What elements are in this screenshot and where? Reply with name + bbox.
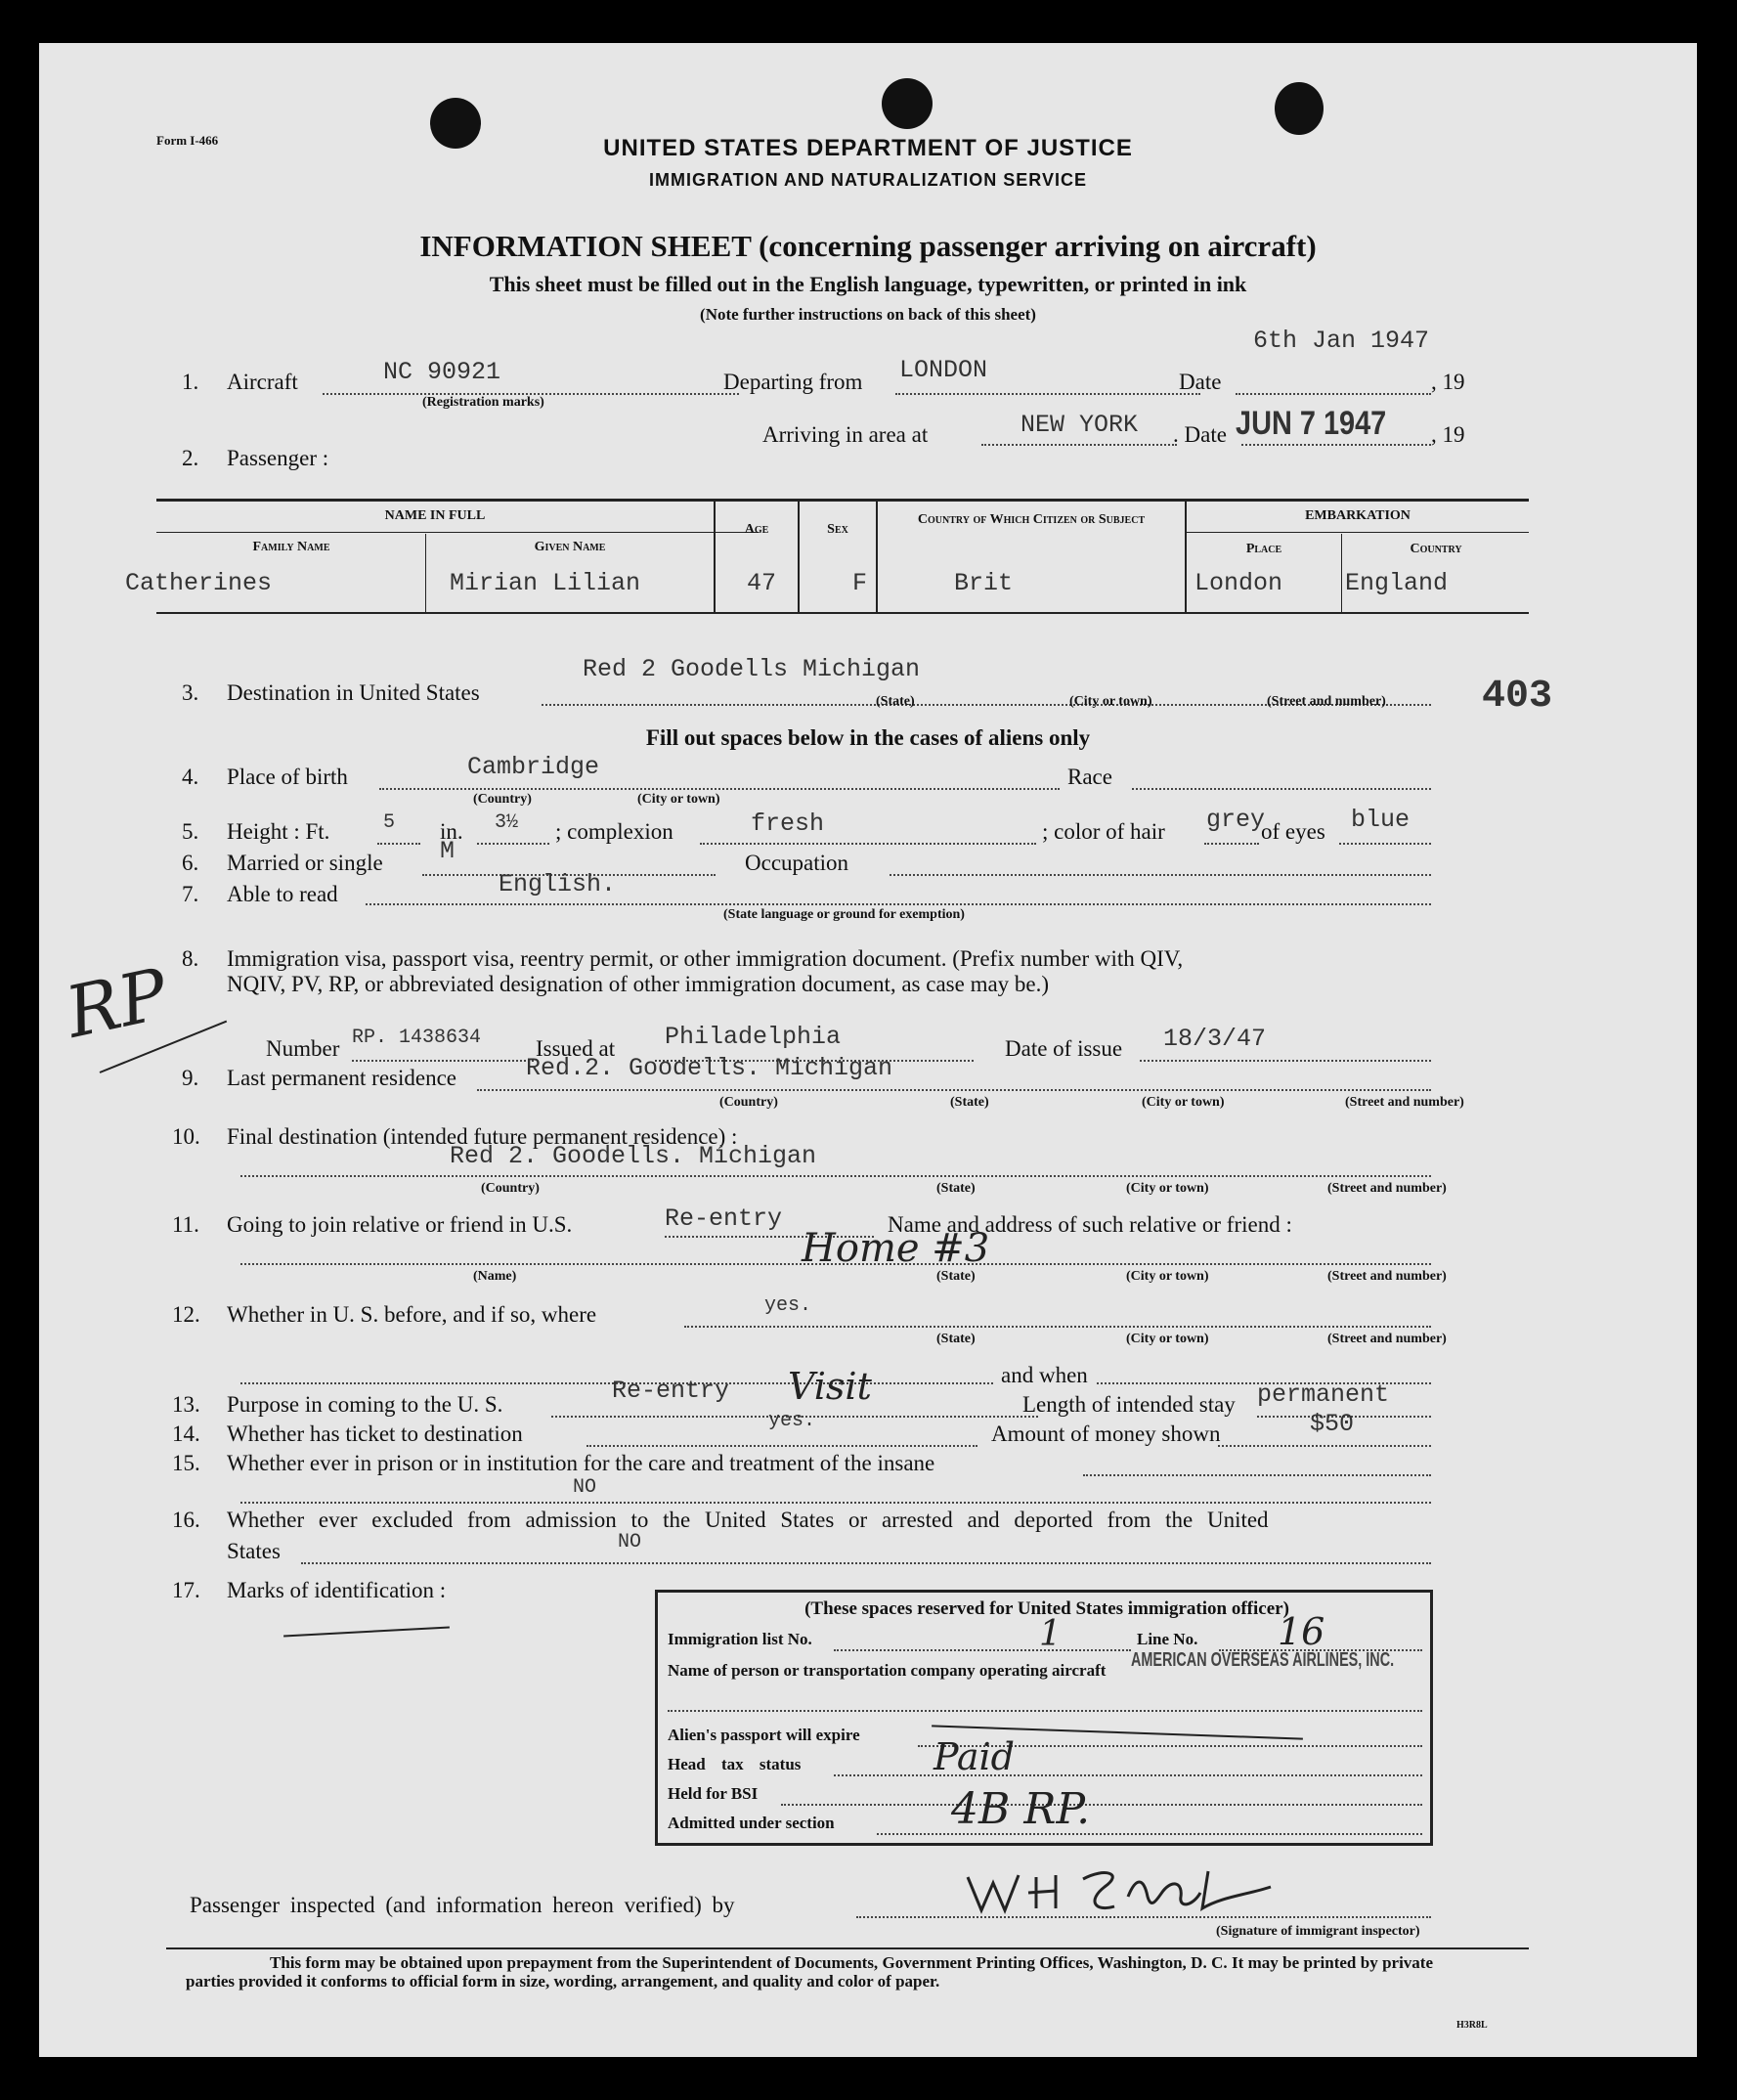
eyes-value: blue xyxy=(1351,806,1411,834)
header-country-citizen: Country of Which Citizen or Subject xyxy=(917,512,1146,527)
header-embarkation: EMBARKATION xyxy=(1305,508,1411,523)
head-tax-value: Paid xyxy=(934,1735,1015,1778)
visa-text-line1: Immigration visa, passport visa, reentry permit, or other immigration document. (Prefix number with QIV, xyxy=(227,946,1184,971)
form-note: (Note further instructions on back of this sheet) xyxy=(700,305,1036,324)
visa-number-label: Number xyxy=(266,1036,340,1061)
relative-name-label: Name and address of such relative or friend : xyxy=(888,1212,1292,1237)
q13-number: 13. xyxy=(172,1392,200,1417)
issued-value: Philadelphia xyxy=(665,1023,842,1051)
us-before-value: yes. xyxy=(764,1294,812,1317)
footer-text: This form may be obtained upon prepayment from the Superintendent of Documents, Government Printing Offices, Washington, D. C. It may be printed by private parties provided it conforms to official form in size, wording, arrangement, and quality and color of paper. xyxy=(186,1953,1433,1991)
purpose-value: Re-entry xyxy=(612,1377,730,1405)
date-label: Date xyxy=(1179,370,1222,394)
form-subtitle: This sheet must be filled out in the English language, typewritten, or printed in ink xyxy=(489,272,1247,296)
and-when-label: and when xyxy=(1001,1363,1088,1387)
q16-number: 16. xyxy=(172,1508,200,1532)
admitted-section-value: 4B RP. xyxy=(951,1784,1091,1834)
height-ft-value: 5 xyxy=(383,811,396,834)
punch-hole-center xyxy=(882,78,933,129)
purpose-handwritten: Visit xyxy=(788,1365,872,1408)
lr-street-caption: (Street and number) xyxy=(1345,1095,1464,1110)
form-title: INFORMATION SHEET (concerning passenger arriving on aircraft) xyxy=(419,229,1317,263)
q12-number: 12. xyxy=(172,1302,200,1327)
q1-number: 1. xyxy=(182,370,199,394)
height-in-value: 3½ xyxy=(495,811,519,834)
arriving-label: Arriving in area at xyxy=(762,422,929,447)
complexion-label: ; complexion xyxy=(555,819,673,844)
rel-city-caption: (City or town) xyxy=(1126,1269,1209,1284)
departing-label: Departing from xyxy=(723,370,863,394)
ub-state-caption: (State) xyxy=(936,1332,976,1346)
q6-number: 6. xyxy=(182,851,199,875)
sex-value: F xyxy=(852,569,868,597)
eyes-label: of eyes xyxy=(1261,819,1325,844)
arrival-date-label: . Date xyxy=(1173,422,1227,447)
fd-country-caption: (Country) xyxy=(481,1181,540,1196)
aircraft-label: Aircraft xyxy=(227,370,298,394)
fd-city-caption: (City or town) xyxy=(1126,1181,1209,1196)
punch-hole-right xyxy=(1275,82,1324,135)
fd-state-caption: (State) xyxy=(936,1181,976,1196)
ub-street-caption: (Street and number) xyxy=(1327,1332,1447,1346)
final-dest-value: Red 2. Goodells. Michigan xyxy=(450,1142,817,1170)
stay-value: permanent xyxy=(1257,1380,1390,1409)
q5-number: 5. xyxy=(182,819,199,844)
form-number: Form I-466 xyxy=(156,133,219,148)
marks-label: Marks of identification : xyxy=(227,1578,447,1602)
embark-country-value: England xyxy=(1345,569,1449,597)
head-tax-label: Head tax status xyxy=(668,1755,802,1773)
lr-country-caption: (Country) xyxy=(719,1095,778,1110)
passport-expire-label: Alien's passport will expire xyxy=(668,1726,860,1744)
join-relative-label: Going to join relative or friend in U.S. xyxy=(227,1212,573,1237)
age-value: 47 xyxy=(747,569,777,597)
list-no-value: 1 xyxy=(1039,1614,1062,1654)
ub-city-caption: (City or town) xyxy=(1126,1332,1209,1346)
prison-label: Whether ever in prison or in institution for the care and treatment of the insane xyxy=(227,1451,935,1475)
list-no-label: Immigration list No. xyxy=(668,1630,812,1648)
line-no-value: 16 xyxy=(1278,1610,1325,1653)
excluded-label-line2: States xyxy=(227,1539,281,1563)
complexion-value: fresh xyxy=(751,809,825,838)
destination-value: Red 2 Goodells Michigan xyxy=(583,655,921,683)
read-label: Able to read xyxy=(227,882,338,906)
rel-name-caption: (Name) xyxy=(473,1269,517,1284)
height-label: Height : Ft. xyxy=(227,819,330,844)
destination-label: Destination in United States xyxy=(227,680,480,705)
embark-place-value: London xyxy=(1194,569,1283,597)
q17-number: 17. xyxy=(172,1578,200,1602)
stay-label: Length of intended stay xyxy=(1022,1392,1236,1417)
held-bsi-label: Held for BSI xyxy=(668,1784,759,1803)
header-age: Age xyxy=(744,522,769,537)
form-sheet xyxy=(39,43,1697,2057)
aircraft-value: NC 90921 xyxy=(383,358,501,386)
margin-rp-note: RP xyxy=(59,952,175,1054)
occupation-label: Occupation xyxy=(745,851,849,875)
us-before-label: Whether in U. S. before, and if so, where xyxy=(227,1302,597,1327)
header-name-in-full: NAME IN FULL xyxy=(384,508,486,523)
given-name-value: Mirian Lilian xyxy=(450,569,641,597)
family-name-value: Catherines xyxy=(125,569,273,597)
date-typed: 6th Jan 1947 xyxy=(1253,327,1430,355)
q9-number: 9. xyxy=(182,1066,199,1090)
final-dest-label: Final destination (intended future permanent residence) : xyxy=(227,1124,738,1149)
admitted-section-label: Admitted under section xyxy=(668,1814,835,1832)
read-caption: (State language or ground for exemption) xyxy=(723,907,965,922)
arriving-value: NEW YORK xyxy=(1020,411,1139,439)
q4-number: 4. xyxy=(182,765,199,789)
dest-street-caption: (Street and number) xyxy=(1267,694,1386,709)
header-sex: Sex xyxy=(827,522,848,537)
q3-number: 3. xyxy=(182,680,199,705)
officer-box-heading: (These spaces reserved for United States immigration officer) xyxy=(804,1598,1289,1619)
department-name: UNITED STATES DEPARTMENT OF JUSTICE xyxy=(603,135,1133,161)
officer-box xyxy=(655,1590,1433,1846)
fd-street-caption: (Street and number) xyxy=(1327,1181,1447,1196)
birth-country-caption: (Country) xyxy=(473,792,532,807)
registration-caption: (Registration marks) xyxy=(422,395,544,410)
printer-mark: H3R8L xyxy=(1456,2020,1488,2031)
height-in-label: in. xyxy=(440,819,463,844)
header-place: Place xyxy=(1245,542,1282,556)
married-label: Married or single xyxy=(227,851,383,875)
header-embark-country: Country xyxy=(1410,542,1462,556)
header-given-name: Given Name xyxy=(534,540,606,554)
visa-number-value: RP. 1438634 xyxy=(352,1027,482,1049)
inspector-signature xyxy=(958,1858,1290,1926)
hair-value: grey xyxy=(1206,806,1266,834)
rel-street-caption: (Street and number) xyxy=(1327,1269,1447,1284)
line-no-label: Line No. xyxy=(1137,1630,1198,1648)
company-stamp: AMERICAN OVERSEAS AIRLINES, INC. xyxy=(1131,1649,1395,1671)
header-family-name: Family Name xyxy=(252,540,330,554)
arrival-date-stamp: JUN 7 1947 xyxy=(1236,405,1387,442)
money-value: $50 xyxy=(1310,1410,1355,1438)
aliens-heading: Fill out spaces below in the cases of aliens only xyxy=(645,725,1091,750)
q8-number: 8. xyxy=(182,946,199,971)
ticket-label: Whether has ticket to destination xyxy=(227,1422,523,1446)
prison-value: NO xyxy=(573,1476,597,1499)
service-name: IMMIGRATION AND NATURALIZATION SERVICE xyxy=(649,170,1087,190)
arrival-date-19: , 19 xyxy=(1431,422,1465,447)
number-stamp: 403 xyxy=(1482,675,1553,719)
purpose-label: Purpose in coming to the U. S. xyxy=(227,1392,503,1417)
citizen-value: Brit xyxy=(954,569,1014,597)
lr-city-caption: (City or town) xyxy=(1142,1095,1225,1110)
married-value: M xyxy=(440,837,456,865)
doi-value: 18/3/47 xyxy=(1163,1025,1267,1053)
q10-number: 10. xyxy=(172,1124,200,1149)
relative-handwritten: Home #3 xyxy=(802,1226,990,1271)
q11-number: 11. xyxy=(172,1212,199,1237)
q14-number: 14. xyxy=(172,1422,200,1446)
date-19: , 19 xyxy=(1431,370,1465,394)
read-value: English. xyxy=(499,870,617,898)
money-label: Amount of money shown xyxy=(991,1422,1221,1446)
company-label: Name of person or transportation company operating aircraft xyxy=(668,1661,1107,1680)
lr-state-caption: (State) xyxy=(950,1095,989,1110)
last-residence-label: Last permanent residence xyxy=(227,1066,456,1090)
dest-state-caption: (State) xyxy=(876,694,915,709)
last-residence-value: Red.2. Goodells. Michigan xyxy=(526,1054,893,1082)
departing-value: LONDON xyxy=(899,356,988,384)
birth-label: Place of birth xyxy=(227,765,348,789)
birth-value: Cambridge xyxy=(467,753,600,781)
ticket-value: yes. xyxy=(768,1410,816,1432)
doi-label: Date of issue xyxy=(1005,1036,1123,1061)
inspected-label: Passenger inspected (and information hereon verified) by xyxy=(190,1893,735,1917)
inspector-caption: (Signature of immigrant inspector) xyxy=(1216,1924,1420,1939)
passenger-label: Passenger : xyxy=(227,446,329,470)
visa-text-line2: NQIV, PV, RP, or abbreviated designation of other immigration document, as case may be.) xyxy=(227,972,1050,996)
dest-city-caption: (City or town) xyxy=(1069,694,1152,709)
join-relative-value: Re-entry xyxy=(665,1204,783,1233)
q15-number: 15. xyxy=(172,1451,200,1475)
q2-number: 2. xyxy=(182,446,199,470)
race-label: Race xyxy=(1067,765,1112,789)
issued-label: Issued at xyxy=(536,1036,616,1061)
birth-city-caption: (City or town) xyxy=(637,792,720,807)
hair-label: ; color of hair xyxy=(1042,819,1165,844)
excluded-value: NO xyxy=(618,1531,642,1553)
rel-state-caption: (State) xyxy=(936,1269,976,1284)
excluded-label-line1: Whether ever excluded from admission to the United States or arrested and deported from the United xyxy=(227,1508,1269,1532)
q7-number: 7. xyxy=(182,882,199,906)
